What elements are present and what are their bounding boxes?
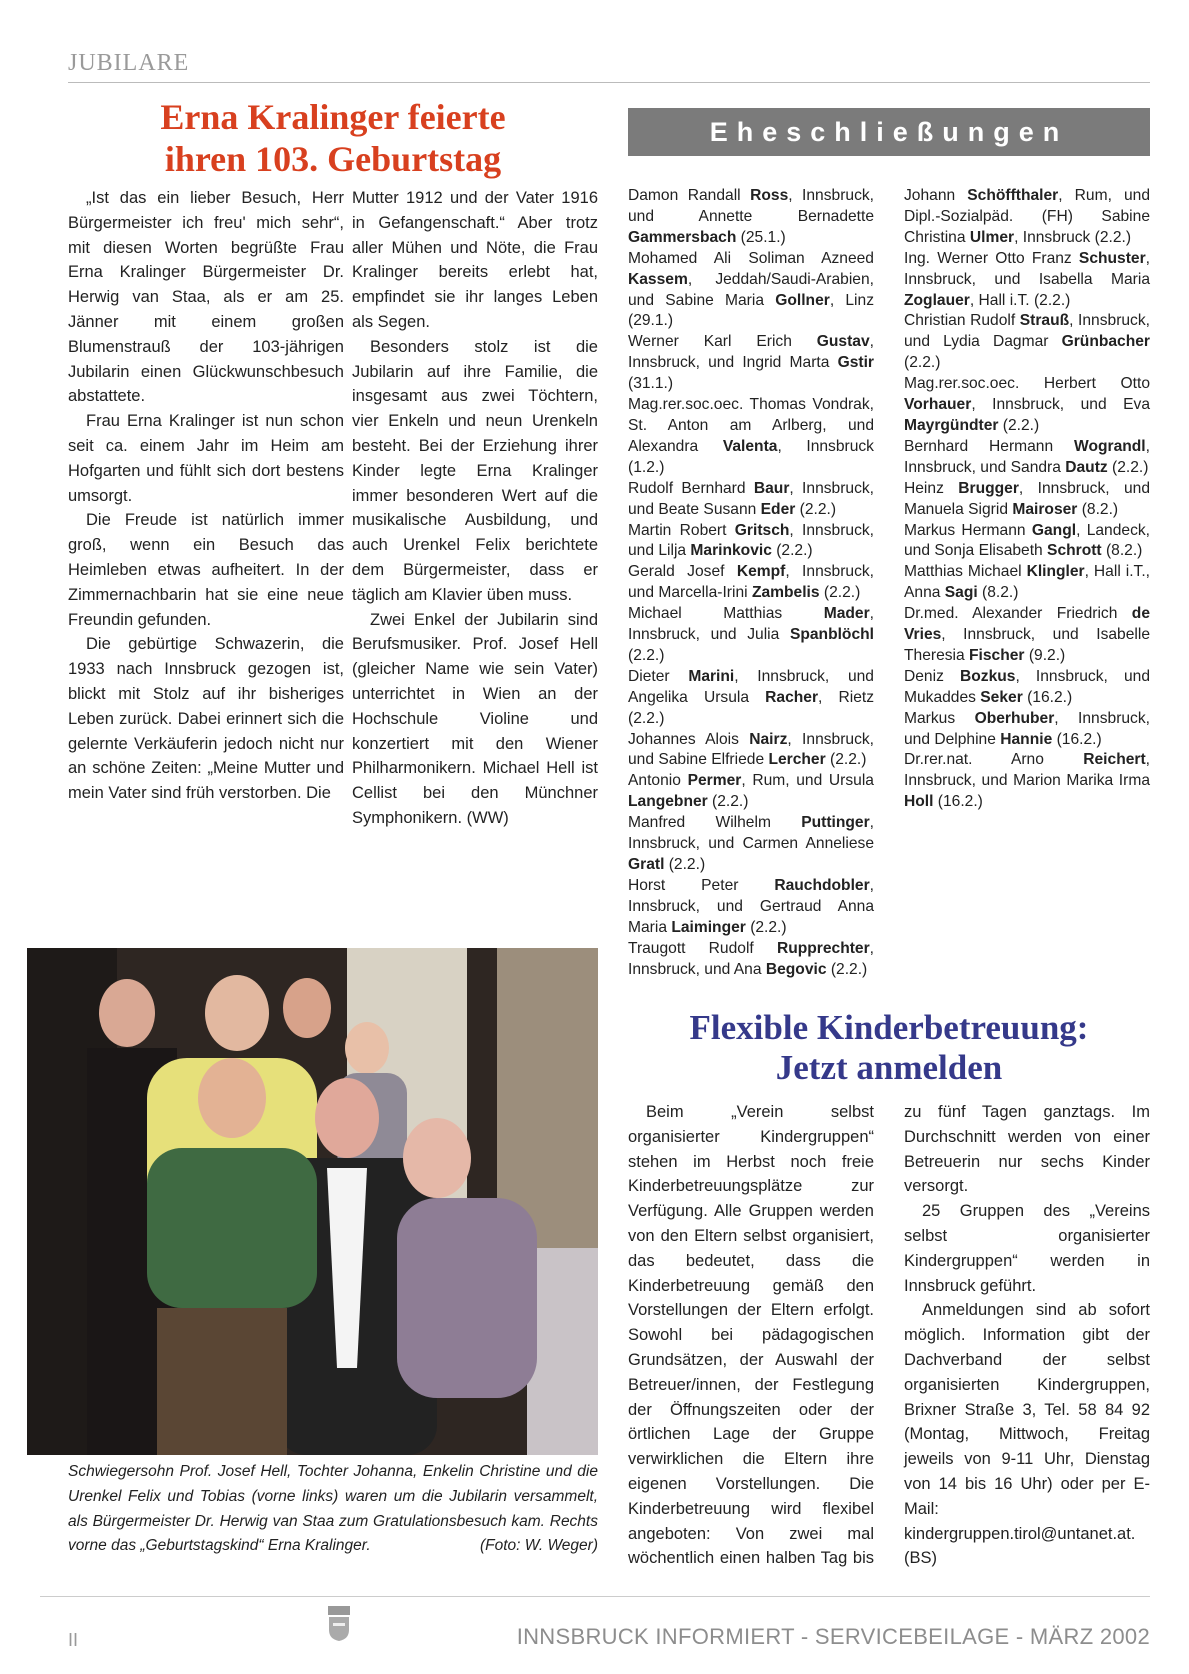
entry-text: Johann: [904, 187, 968, 204]
surname: Klingler: [1026, 563, 1085, 581]
marriage-entry: [904, 604, 1150, 667]
entry-text: (2.2.): [825, 751, 867, 769]
entry-text: , Landeck, und Sonja Elisabeth: [904, 521, 1150, 560]
section-header: JUBILARE: [68, 50, 190, 76]
entry-text: , Innsbruck, und Lilja: [628, 521, 874, 560]
marriage-entry: [628, 730, 874, 772]
publication-footer: INNSBRUCK INFORMIERT - SERVICEBEILAGE - MÄRZ 2002: [516, 1624, 1150, 1649]
article-title: [68, 96, 598, 180]
surname: Nairz: [749, 730, 788, 748]
entry-text: Markus: [904, 709, 975, 727]
surname: Mayrgündter: [904, 416, 999, 434]
entry-text: (2.2.): [707, 793, 749, 811]
photo-credit: (Foto: W. Weger): [480, 1537, 598, 1555]
surname: de Vries: [904, 605, 1150, 644]
marriages-list: [628, 186, 1150, 986]
surname: Schuster: [1078, 249, 1146, 267]
paragraph: Die Freude ist natürlich immer groß, wenn ein Besuch das Heimleben etwas aufheitert. In der Zimmernachbarin hat sie eine neue Freundin gefunden.: [68, 511, 344, 629]
entry-text: (8.2.): [977, 584, 1019, 602]
entry-text: Dieter: [628, 667, 689, 685]
surname: Seker: [980, 688, 1023, 706]
article2-title-line: Flexible Kinderbetreuung:: [689, 1008, 1089, 1047]
entry-text: (9.2.): [1024, 646, 1066, 664]
surname: Dautz: [1065, 458, 1108, 476]
entry-text: , Innsbruck, und Julia: [628, 605, 874, 644]
entry-text: , Rum, und Ursula: [741, 772, 874, 790]
surname: Rupprechter: [776, 939, 870, 957]
entry-text: Martin Robert: [628, 521, 735, 539]
entry-text: (8.2.): [1077, 500, 1119, 518]
surname: Marini: [688, 667, 735, 685]
entry-text: , Innsbruck, und Isabelle Theresia: [904, 626, 1150, 664]
entry-text: , Innsbruck, und Annette Bernadette: [628, 187, 874, 225]
entry-text: Manfred Wilhelm: [628, 814, 802, 832]
entry-text: Christian Rudolf: [904, 312, 1020, 330]
surname: Fischer: [969, 646, 1025, 664]
surname: Ross: [750, 187, 789, 204]
surname: Bozkus: [960, 667, 1016, 685]
marriage-entry: [628, 939, 874, 981]
surname: Oberhuber: [974, 709, 1055, 727]
entry-text: Heinz: [904, 479, 959, 497]
entry-text: , Hall i.T., Anna: [904, 563, 1150, 602]
entry-text: (2.2.): [628, 646, 665, 664]
article-title-line: Erna Kralinger feierte: [160, 97, 506, 137]
surname: Permer: [687, 772, 742, 790]
marriage-entry: [904, 186, 1150, 249]
marriage-entry: [628, 667, 874, 730]
marriage-entry: [628, 876, 874, 939]
entry-text: , Jeddah/Saudi-Arabien, und Sabine Maria: [628, 270, 874, 309]
entry-text: Ing. Werner Otto Franz: [904, 249, 1079, 267]
surname: Eder: [760, 500, 796, 518]
entry-text: Mag.rer.soc.oec. Thomas Vondrak, St. Anton am Arlberg, und Alexandra: [628, 396, 874, 455]
entry-text: (2.2.): [819, 584, 861, 602]
article-column-2: [352, 186, 598, 831]
surname: Gritsch: [734, 521, 790, 539]
surname: Gustav: [816, 333, 870, 351]
surname: Marinkovic: [690, 542, 772, 560]
entry-text: , Innsbruck, und Mukaddes: [904, 667, 1150, 706]
marriage-entry: [904, 479, 1150, 521]
caption-text: Schwiegersohn Prof. Josef Hell, Tochter Johanna, Enkelin Christine und die Urenkel Felix und Tobias (vorne links) waren um die Jubilarin versammelt, als Bürgermeister Dr. Herwig van Staa zum Gratulationsbesuch kam. Rechts vorne das „Geburtstagskind“ Erna Kralinger.: [68, 1463, 598, 1555]
entry-text: Mag.rer.soc.oec. Herbert Otto: [904, 375, 1150, 393]
article-column-1: [68, 186, 344, 806]
entry-text: (16.2.): [933, 793, 983, 811]
marriage-entry: [628, 521, 874, 563]
surname: Puttinger: [801, 814, 870, 832]
paragraph: Die gebürtige Schwazerin, die 1933 nach Innsbruck gezogen ist, blickt mit Stolz auf ihr bisheriges Leben zurück. Dabei erinnert sich die gelernte Verkäuferin jedoch nicht nur an schöne Zeiten: „Meine Mutter und mein Vater sind früh verstorben. Die: [68, 635, 344, 803]
page-number: II: [68, 1630, 79, 1650]
marriage-entry: [628, 813, 874, 876]
entry-text: Werner Karl Erich: [628, 333, 817, 351]
surname: Rauchdobler: [774, 876, 870, 894]
surname: Langebner: [628, 793, 708, 811]
entry-text: , Innsbruck, und Delphine: [904, 709, 1150, 748]
surname: Valenta: [722, 437, 778, 455]
entry-text: (2.2.): [771, 542, 813, 560]
entry-text: , Innsbruck, und Ana: [628, 939, 874, 978]
entry-text: Damon Randall: [628, 187, 751, 204]
surname: Vorhauer: [904, 396, 972, 414]
paragraph: „Ist das ein lieber Besuch, Herr Bürgermeister ich freu' mich sehr“, mit diesen Worten begrüßte Frau Erna Kralinger Bürgermeister Dr. Herwig van Staa, als er am 25. Jänner mit einem großen Blumenstrauß der 103-jährigen Jubilarin einen Glückwunschbesuch abstattete.: [68, 189, 344, 406]
entry-text: , Rietz (2.2.): [628, 688, 874, 727]
entry-text: , Innsbruck, und Eva: [971, 396, 1150, 414]
entry-text: (2.2.): [745, 918, 787, 936]
marriage-entry: [904, 667, 1150, 709]
entry-text: Dr.med. Alexander Friedrich: [904, 605, 1132, 623]
marriage-entry: [904, 374, 1150, 437]
coat-of-arms-icon: [327, 1606, 351, 1642]
entry-text: , Rum, und Dipl.-Sozialpäd. (FH) Sabine Christina: [904, 187, 1150, 246]
entry-text: (2.2.): [998, 416, 1040, 434]
article-photo: [27, 948, 598, 1455]
entry-text: , Innsbruck, und Carmen Anneliese: [628, 814, 874, 853]
marriage-entry: [628, 332, 874, 395]
article2-body: [628, 1100, 1150, 1580]
surname: Grünbacher: [1061, 333, 1150, 351]
entry-text: , Innsbruck, und Beate Susann: [628, 479, 874, 518]
marriage-entry: [628, 771, 874, 813]
paragraph: Frau Erna Kralinger ist nun schon seit ca. einem Jahr im Heim am Hofgarten und fühlt sich dort bestens umsorgt.: [68, 412, 344, 505]
entry-text: , Innsbruck, und Ingrid Marta: [628, 333, 874, 372]
entry-text: Markus Hermann: [904, 521, 1032, 539]
entry-text: , Innsbruck, und Gertraud Anna Maria: [628, 876, 874, 936]
entry-text: , Innsbruck, und Sandra: [904, 437, 1150, 476]
surname: Ulmer: [969, 228, 1015, 246]
entry-text: , Innsbruck, und Angelika Ursula: [628, 667, 874, 706]
entry-text: Antonio: [628, 772, 688, 790]
entry-text: (16.2.): [1052, 730, 1102, 748]
entry-text: , Innsbruck, und Manuela Sigrid: [904, 479, 1150, 518]
surname: Zoglauer: [904, 291, 970, 309]
marriage-entry: [628, 479, 874, 521]
surname: Zambelis: [751, 584, 820, 602]
entry-text: Traugott Rudolf: [628, 939, 777, 957]
entry-text: Deniz: [904, 667, 960, 685]
marriage-entry: [904, 562, 1150, 604]
surname: Reichert: [1083, 751, 1146, 769]
entry-text: (2.2.): [1107, 458, 1149, 476]
family-photo-illustration: [27, 948, 598, 1455]
entry-text: , Linz (29.1.): [628, 291, 874, 330]
entry-text: , Innsbruck (1.2.): [628, 437, 874, 476]
marriage-entry: [904, 249, 1150, 312]
marriage-entry: [628, 604, 874, 667]
entry-text: (2.2.): [664, 856, 706, 873]
marriages-heading: Eheschließungen: [628, 108, 1150, 156]
entry-text: , Hall i.T. (2.2.): [969, 291, 1071, 309]
entry-text: , Innsbruck, und Lydia Dagmar: [904, 312, 1150, 351]
entry-text: , Innsbruck (2.2.): [1014, 228, 1132, 246]
surname: Baur: [753, 479, 790, 497]
surname: Strauß: [1019, 312, 1070, 330]
marriage-entry: [628, 249, 874, 333]
surname: Begovic: [765, 960, 827, 978]
marriage-entry: [904, 750, 1150, 813]
entry-text: , Innsbruck, und Marcella-Irini: [628, 563, 874, 602]
entry-text: Matthias Michael: [904, 563, 1027, 581]
marriage-entry: [904, 709, 1150, 751]
surname: Gangl: [1031, 521, 1077, 539]
marriage-entry: [628, 562, 874, 604]
entry-text: (8.2.): [1101, 542, 1143, 560]
entry-text: (2.2.): [826, 960, 868, 978]
entry-text: Gerald Josef: [628, 563, 737, 581]
surname: Wograndl: [1074, 437, 1146, 455]
surname: Brugger: [958, 479, 1019, 497]
entry-text: Michael Matthias: [628, 605, 824, 623]
surname: Schöffthaler: [967, 187, 1059, 204]
photo-caption: [68, 1460, 598, 1559]
article2-title: [628, 1008, 1150, 1088]
surname: Kempf: [736, 563, 786, 581]
surname: Hannie: [1000, 730, 1053, 748]
surname: Gstir: [837, 354, 874, 372]
entry-text: Horst Peter: [628, 876, 775, 894]
entry-text: , Innsbruck, und Marion Marika Irma: [904, 751, 1150, 790]
paragraph: Beim „Verein selbst organisierter Kindergruppen“ stehen im Herbst noch freie Kinderbetreuungsplätze zur Verfügung. Alle Gruppen werden von den Eltern selbst organisiert, das bedeutet, dass die Kinderbetreuung gemäß den Vorstellungen der Eltern erfolgt. Sowohl bei pädagogischen Grundsätzen, der Auswahl der Betreuer/innen, der Festlegung der Öffnungszeiten oder der örtlichen Lage der Gruppe verwirklichen die Eltern ihre eigenen Vorstellungen. Die Kinderbetreuung wird flexibel angeboten: Von zwei mal wöchentlich einen halben Tag bis zu fünf Tagen ganztags. Im Durchschnitt werden von einer Betreuerin nur sechs Kinder versorgt.: [628, 1103, 1150, 1568]
surname: Spanblöchl: [789, 626, 874, 644]
surname: Gammersbach: [628, 228, 737, 246]
entry-text: Johannes Alois: [628, 730, 750, 748]
marriage-entry: [904, 437, 1150, 479]
entry-text: (16.2.): [1022, 688, 1073, 706]
footer-divider: [40, 1596, 1150, 1597]
surname: Sagi: [944, 584, 978, 602]
paragraph: Anmeldungen sind ab sofort möglich. Information gibt der Dachverband der selbst organisierten Kindergruppen, Brixner Straße 3, Tel. 58 84 92 (Montag, Mittwoch, Freitag jeweils von 9-11 Uhr, Dienstag von 14 bis 16 Uhr) oder per E-Mail: kindergruppen.tirol@untanet.at. (BS): [904, 1301, 1150, 1568]
article-title-line: ihren 103. Geburtstag: [164, 139, 502, 179]
marriage-entry: [904, 311, 1150, 374]
marriage-entry: [904, 521, 1150, 563]
entry-text: Rudolf Bernhard: [628, 479, 754, 497]
marriage-entry: [628, 186, 874, 249]
paragraph: Besonders stolz ist die Jubilarin auf ihre Familie, die insgesamt aus zwei Töchtern, vier Enkeln und neun Urenkeln besteht. Bei der Erziehung ihrer Kinder legte Erna Kralinger immer besonderen Wert auf die musikalische Ausbildung, und auch Urenkel Felix berichtete dem Bürgermeister, dass er täglich am Klavier üben muss.: [352, 337, 598, 604]
entry-text: , Innsbruck, und Sabine Elfriede: [628, 730, 874, 769]
entry-text: (31.1.): [628, 375, 674, 393]
surname: Holl: [904, 793, 934, 811]
surname: Laiminger: [671, 918, 746, 936]
surname: Mairoser: [1012, 500, 1078, 518]
surname: Kassem: [628, 270, 688, 288]
paragraph: 25 Gruppen des „Vereins selbst organisierter Kindergruppen“ werden in Innsbruck geführt.: [904, 1202, 1150, 1295]
surname: Mader: [823, 605, 870, 623]
surname: Racher: [765, 688, 819, 706]
entry-text: Mohamed Ali Soliman Azneed: [628, 249, 874, 267]
marriage-entry: [628, 395, 874, 479]
surname: Gratl: [628, 856, 665, 873]
article2-title-line: Jetzt anmelden: [775, 1048, 1003, 1087]
surname: Schrott: [1047, 542, 1102, 560]
entry-text: , Innsbruck, und Isabella Maria: [904, 249, 1150, 288]
header-divider: [68, 82, 1150, 83]
paragraph: Mutter 1912 und der Vater 1916 in Gefangenschaft.“ Aber trotz aller Mühen und Nöte, die Frau Kralinger bereits erlebt hat, empfindet sie ihr langes Leben als Segen.: [352, 189, 598, 331]
surname: Gollner: [775, 291, 830, 309]
paragraph: Zwei Enkel der Jubilarin sind Berufsmusiker. Prof. Josef Hell (gleicher Name wie sein Vater) unterrichtet in Wien an der Hochschule Violine und konzertiert mit den Wiener Philharmonikern. Michael Hell ist Cellist bei den Münchner Symphonikern. (WW): [352, 610, 598, 827]
surname: Lercher: [768, 751, 826, 769]
entry-text: Bernhard Hermann: [904, 437, 1075, 455]
entry-text: Dr.rer.nat. Arno: [904, 751, 1084, 769]
entry-text: (2.2.): [795, 500, 837, 518]
entry-text: (25.1.): [736, 228, 786, 246]
entry-text: (2.2.): [904, 354, 941, 372]
